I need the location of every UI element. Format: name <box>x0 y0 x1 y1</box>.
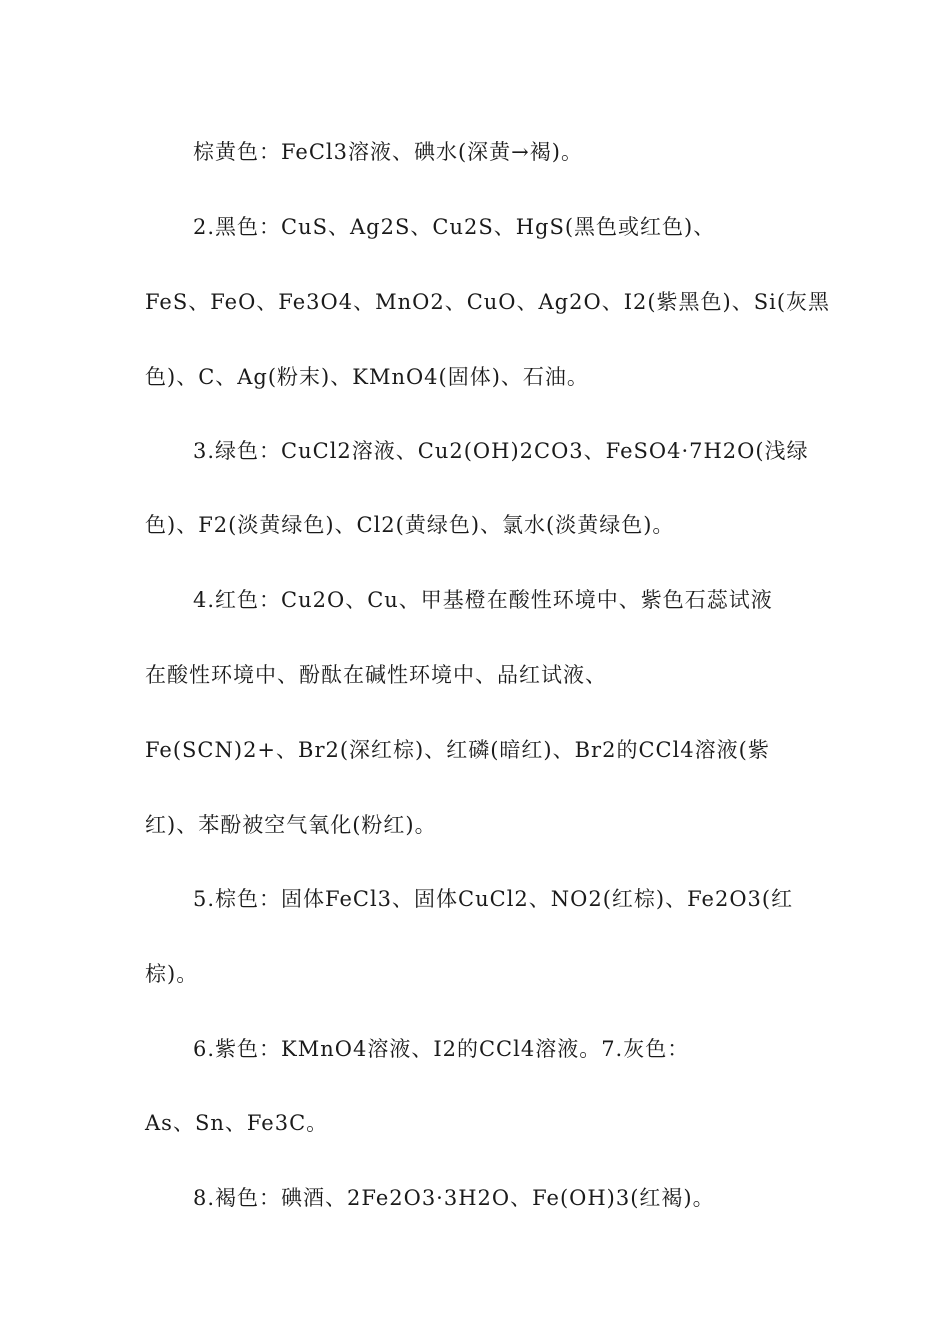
text-line: 色)、F2(淡黄绿色)、Cl2(黄绿色)、氯水(淡黄绿色)。 <box>145 513 675 537</box>
text-line: 8.褐色：碘酒、2Fe2O3·3H2O、Fe(OH)3(红褐)。 <box>193 1186 715 1210</box>
text-line: 棕黄色：FeCl3溶液、碘水(深黄→褐)。 <box>193 140 583 164</box>
text-line: 棕)。 <box>145 962 199 986</box>
text-line: Fe(SCN)2+、Br2(深红棕)、红磷(暗红)、Br2的CCl4溶液(紫 <box>145 738 770 762</box>
text-line: As、Sn、Fe3C。 <box>145 1111 329 1135</box>
text-line: 4.红色：Cu2O、Cu、甲基橙在酸性环境中、紫色石蕊试液 <box>193 588 773 612</box>
text-line: 5.棕色：固体FeCl3、固体CuCl2、NO2(红棕)、Fe2O3(红 <box>193 887 794 911</box>
text-line: 3.绿色：CuCl2溶液、Cu2(OH)2CO3、FeSO4·7H2O(浅绿 <box>193 439 809 463</box>
text-line: FeS、FeO、Fe3O4、MnO2、CuO、Ag2O、I2(紫黑色)、Si(灰黑 <box>145 290 831 314</box>
text-line: 红)、苯酚被空气氧化(粉红)。 <box>145 813 437 837</box>
text-line: 色)、C、Ag(粉末)、KMnO4(固体)、石油。 <box>145 365 589 389</box>
text-line: 在酸性环境中、酚酞在碱性环境中、品红试液、 <box>145 663 607 687</box>
text-line: 2.黑色：CuS、Ag2S、Cu2S、HgS(黑色或红色)、 <box>193 215 716 239</box>
text-line: 6.紫色：KMnO4溶液、I2的CCl4溶液。7.灰色： <box>193 1037 690 1061</box>
